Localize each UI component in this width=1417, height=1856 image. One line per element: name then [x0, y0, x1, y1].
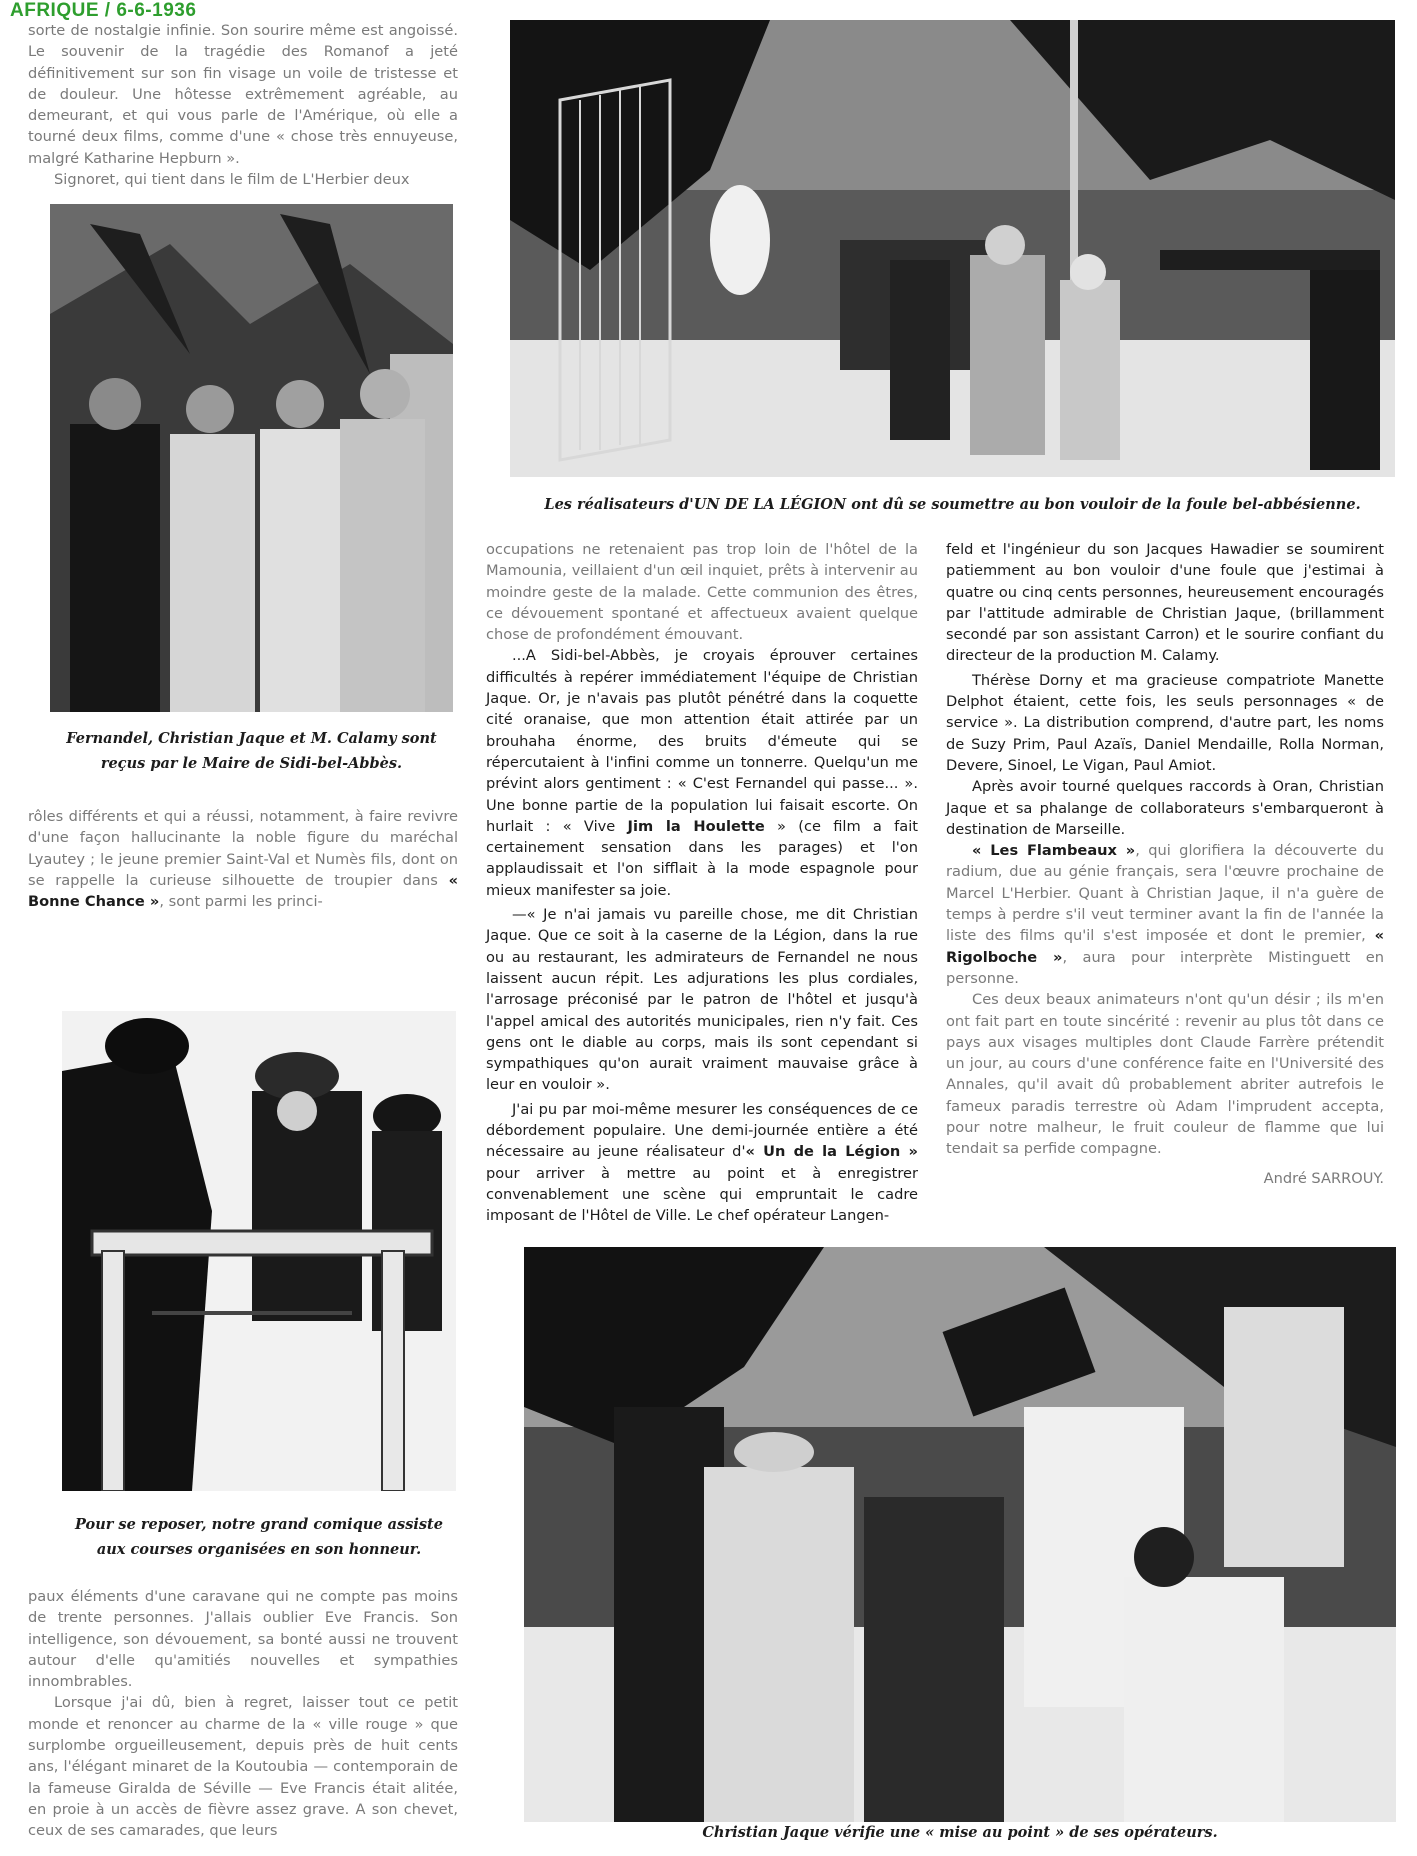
column-1-top-text: [28, 20, 458, 190]
photo-camera-setup: [524, 1247, 1396, 1822]
paragraph: feld et l'ingénieur du son Jacques Hawadier se soumirent patiemment au bon vouloir d'une foule que j'estimai à quatre ou cinq cents personnes, heureusement encouragés par l'attitude admirable de Christian Jaque, (brillamment secondé par son assistant Carron) et le sourire confiant du directeur de la production M. Calamy.: [946, 541, 1384, 665]
paragraph: [486, 1099, 918, 1227]
author-signature: André SARROUY.: [1263, 1169, 1384, 1187]
paragraph: [486, 645, 918, 901]
text-run: rôles différents et qui a réussi, notamment, à faire revivre d'une façon hallucinante la noble figure du maréchal Lyautey ; le jeune premier Saint-Val et Numès fils, dont on se rappelle la curieuse silhouette de troupier dans: [28, 808, 458, 889]
paragraph: Lorsque j'ai dû, bien à regret, laisser tout ce petit monde et renoncer au charme de la « ville rouge » que surplombe orgueilleusement, depuis près de huit cents ans, l'élégant minaret de la Koutoubia — contemporain de la fameuse Giralda de Séville — Eve Francis était alitée, en proie à un accès de fièvre assez grave. A son chevet, ceux de ses camarades, que leurs: [28, 1694, 458, 1840]
film-title-jim-la-houlette: Jim la Houlette: [627, 817, 765, 835]
column-1-middle-text: [28, 806, 458, 912]
column-1-bottom-text: [28, 1586, 458, 1842]
paragraph: —« Je n'ai jamais vu pareille chose, me dit Christian Jaque. Que ce soit à la caserne de la Légion, dans la rue ou au restaurant, les admirateurs de Fernandel ne nous laissent aucun répit. Les adjurations les plus cordiales, l'arrosage préconisé par le patron de l'hôtel et jusqu'à l'appel amical des autorités municipales, rien n'y fait. Ces gens ont le diable au corps, mais ils sont cependant si sympathiques qu'on aurait vraiment mauvaise grâce à leur en vouloir ».: [486, 906, 918, 1094]
caption-mayor-reception: Fernandel, Christian Jaque et M. Calamy sont reçus par le Maire de Sidi-bel-Abbès.: [66, 730, 437, 772]
paragraph: [946, 840, 1384, 989]
caption-crowd: Les réalisateurs d'UN DE LA LÉGION ont dû se soumettre au bon vouloir de la foule bel-abbésienne.: [544, 496, 1361, 513]
paragraph: paux éléments d'une caravane qui ne compte pas moins de trente personnes. J'allais oublier Eve Francis. Son intelligence, son dévouement, sa bonté aussi ne trouvent autour d'elle qu'amitiés nouvelles et sympathies innombrables.: [28, 1588, 458, 1691]
text-run: , qui glorifiera la découverte du radium, due au génie français, sera l'œuvre prochaine de Marcel L'Herbier. Quant à Christian Jaque, il n'a guère de temps à perdre s'il veut terminer avant la fin de l'année la liste des films qu'il s'est imposée et dont le premier,: [946, 842, 1384, 945]
film-title-rigolboche: « Rigolboche »: [946, 927, 1384, 966]
paragraph: Thérèse Dorny et ma gracieuse compatriote Manette Delphot étaient, cette fois, les seuls personnages « de service ». La distribution comprend, d'autre part, les noms de Suzy Prim, Paul Azaïs, Daniel Mendaille, Rolla Norman, Devere, Sinoel, Le Vigan, Paul Amiot.: [946, 671, 1384, 774]
photo-races: [62, 1011, 456, 1491]
film-title-un-de-la-legion: « Un de la Légion »: [745, 1143, 918, 1161]
film-title-bonne-chance: « Bonne Chance »: [28, 871, 458, 911]
paragraph: sorte de nostalgie infinie. Son sourire même est angoissé. Le souvenir de la tragédie des Romanof a jeté définitivement sur son fin visage un voile de tristesse et de douleur. Une hôtesse extrêmement agréable, au demeurant, et qui vous parle de l'Amérique, où elle a tourné deux films, comme d'une « chose très ennuyeuse, malgré Katharine Hepburn ».: [28, 22, 458, 167]
column-2-text: [486, 539, 918, 1227]
column-3-text: [946, 539, 1384, 1189]
caption-races: Pour se reposer, notre grand comique assiste aux courses organisées en son honneur.: [75, 1516, 443, 1558]
photo-mayor-reception: [50, 204, 453, 712]
paragraph: occupations ne retenaient pas trop loin de l'hôtel de la Mamounia, veillaient d'un œil inquiet, prêts à intervenir au moindre geste de la malade. Cette communion des êtres, ce dévouement spontané et affectueux avaient quelque chose de profondément émouvant.: [486, 541, 918, 644]
issue-header: AFRIQUE / 6-6-1936: [10, 0, 197, 21]
text-run: ...A Sidi-bel-Abbès, je croyais éprouver certaines difficultés à repérer immédiatement l'équipe de Christian Jaque. Or, je n'avais pas plutôt pénétré dans la coquette cité oranaise, que mon attention était attirée par un brouhaha énorme, des bruits d'émeute qui se répercutaient à l'infini comme un tonnerre. Quelqu'un me prévint alors gentiment : « C'est Fernandel qui passe... ». Une bonne partie de la population lui faisait escorte. On hurlait : « Vive: [486, 647, 918, 835]
caption-camera-setup: Christian Jaque vérifie une « mise au point » de ses opérateurs.: [702, 1824, 1218, 1841]
text-run: » (ce film a fait certainement sensation dans les parages) et l'on applaudissait et l'on sifflait à la mode espagnole pour mieux manifester sa joie.: [486, 817, 918, 899]
paragraph: Après avoir tourné quelques raccords à Oran, Christian Jaque et sa phalange de collaborateurs s'embarqueront à destination de Marseille.: [946, 778, 1384, 838]
paragraph: Signoret, qui tient dans le film de L'Herbier deux: [54, 171, 410, 189]
text-run: , aura pour interprète Mistinguett en personne.: [946, 948, 1384, 987]
photo-crowd: [510, 20, 1395, 477]
text-run: , sont parmi les princi-: [159, 893, 323, 911]
text-run: J'ai pu par moi-même mesurer les conséquences de ce débordement populaire. Une demi-journée entière a été nécessaire au jeune réalisateur d': [486, 1100, 918, 1161]
text-run: pour arriver à mettre au point et à enregistrer convenablement une scène qui empruntait le cadre imposant de l'Hôtel de Ville. Le chef opérateur Langen-: [486, 1164, 918, 1225]
paragraph: Ces deux beaux animateurs n'ont qu'un désir ; ils m'en ont fait part en toute sincérité : revenir au plus tôt dans ce pays aux visages multiples dont Claude Farrère prétendit un jour, au cours d'une conférence faite en l'Université des Annales, qu'il avait dû probablement abriter autrefois le fameux paradis terrestre où Adam l'imprudent accepta, pour notre malheur, le fruit couleur de flamme que lui tendait sa perfide compagne.: [946, 991, 1384, 1158]
film-title-les-flambeaux: « Les Flambeaux »: [972, 842, 1136, 860]
